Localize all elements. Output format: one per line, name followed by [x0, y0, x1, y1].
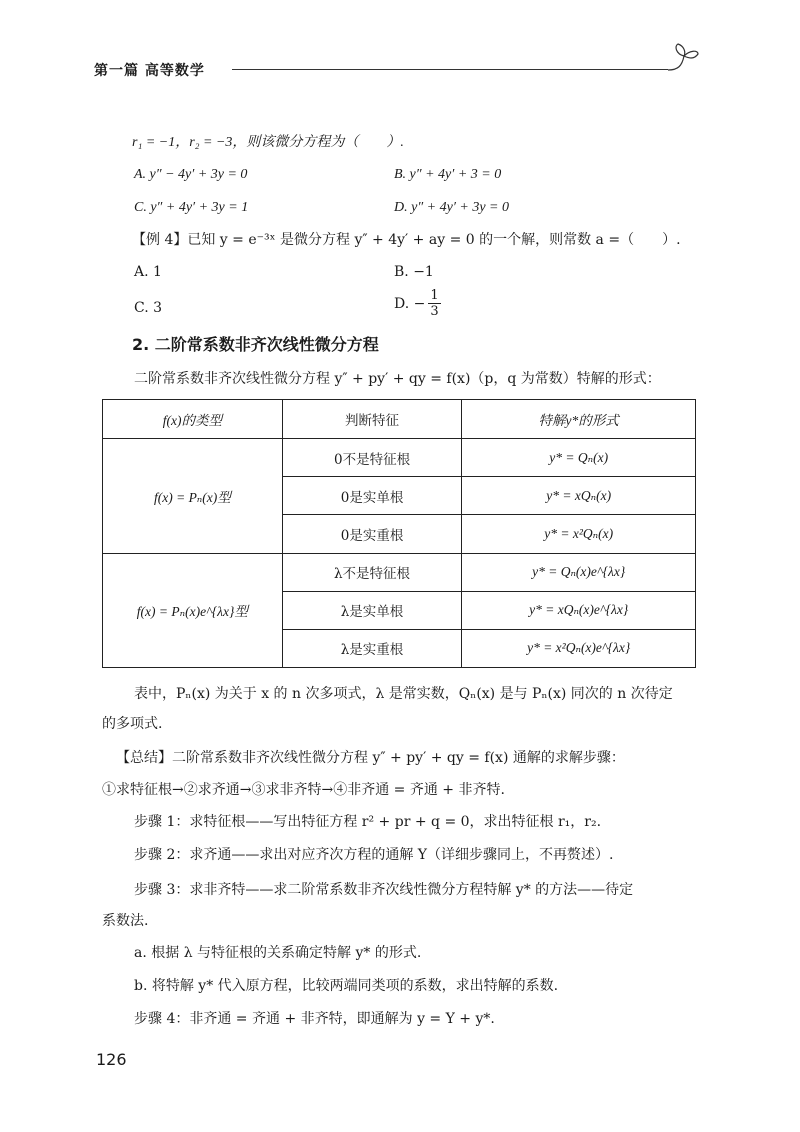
section-lead: 二阶常系数非齐次线性微分方程 y″ + py′ + qy = f(x)（p，q 为常数）特解的形式： [134, 371, 661, 387]
denominator: 3 [430, 304, 439, 319]
feature-cell: λ是实单根 [282, 591, 462, 629]
table-header: 特解y*的形式 [462, 400, 696, 439]
table-header-row [103, 400, 696, 439]
table-note-cont: 的多项式. [102, 716, 163, 732]
table-row [103, 439, 696, 477]
option-d: D. y″ + 4y′ + 3y = 0 [394, 200, 509, 215]
option-a: A. y″ − 4y′ + 3y = 0 [134, 167, 248, 182]
option-b: B. y″ + 4y′ + 3 = 0 [394, 167, 502, 182]
step-3b: b. 将特解 y* 代入原方程，比较两端同类项的系数，求出特解的系数. [134, 978, 559, 994]
type-cell: f(x) = Pₙ(x)e^{λx}型 [103, 553, 283, 667]
feature-cell: λ不是特征根 [282, 553, 462, 591]
example-4: 【例 4】已知 y = e⁻³ˣ 是微分方程 y″ + 4y′ + ay = 0 的一个解，则常数 a =（ ）. [132, 232, 681, 248]
solution-form-table [102, 399, 696, 668]
form-cell: y* = x²Qₙ(x) [462, 515, 696, 553]
page-number: 126 [96, 1050, 127, 1069]
chapter-header: 第一篇 高等数学 [94, 63, 205, 79]
type-cell: f(x) = Pₙ(x)型 [103, 439, 283, 553]
form-cell: y* = xQₙ(x) [462, 477, 696, 515]
feature-cell: 0不是特征根 [282, 439, 462, 477]
ex4-option-d-prefix: D. − [394, 295, 426, 312]
ex4-option-a: A. 1 [134, 264, 162, 280]
form-cell: y* = Qₙ(x)e^{λx} [462, 553, 696, 591]
form-cell: y* = xQₙ(x)e^{λx} [462, 591, 696, 629]
table-header: 判断特征 [282, 400, 462, 439]
ex4-option-c: C. 3 [134, 300, 163, 316]
section-title: 2. 二阶常系数非齐次线性微分方程 [132, 335, 379, 354]
table-note: 表中，Pₙ(x) 为关于 x 的 n 次多项式，λ 是常实数，Qₙ(x) 是与 Pₙ(x) 同次的 n 次待定 [134, 686, 673, 702]
step-3a: a. 根据 λ 与特征根的关系确定特解 y* 的形式. [134, 945, 422, 961]
sprout-icon [664, 40, 704, 76]
summary: 【总结】二阶常系数非齐次线性微分方程 y″ + py′ + qy = f(x) 通解的求解步骤： [116, 750, 625, 766]
form-cell: y* = x²Qₙ(x)e^{λx} [462, 629, 696, 667]
summary-flow: ①求特征根→②求齐通→③求非齐特→④非齐通 = 齐通 + 非齐特. [102, 782, 505, 798]
option-c: C. y″ + 4y′ + 3y = 1 [134, 200, 249, 215]
step-4: 步骤 4：非齐通 = 齐通 + 非齐特，即通解为 y = Y + y*. [134, 1011, 495, 1027]
feature-cell: 0是实单根 [282, 477, 462, 515]
feature-cell: 0是实重根 [282, 515, 462, 553]
step-3: 步骤 3：求非齐特——求二阶常系数非齐次线性微分方程特解 y* 的方法——待定 [134, 882, 634, 898]
step-3-cont: 系数法. [102, 913, 149, 929]
form-cell: y* = Qₙ(x) [462, 439, 696, 477]
header-rule [232, 69, 668, 70]
step-2: 步骤 2：求齐通——求出对应齐次方程的通解 Y（详细步骤同上，不再赘述）. [134, 847, 614, 863]
table-header: f(x)的类型 [103, 400, 283, 439]
ex4-option-b: B. −1 [394, 264, 434, 280]
ex4-option-d [394, 288, 441, 319]
question-intro: r₁ = −1，r₂ = −3，则该微分方程为（ ）. [132, 135, 404, 150]
step-1: 步骤 1：求特征根——写出特征方程 r² + pr + q = 0，求出特征根 r₁，r₂. [134, 814, 602, 830]
fraction [428, 288, 440, 319]
numerator: 1 [430, 288, 439, 303]
feature-cell: λ是实重根 [282, 629, 462, 667]
table-row [103, 553, 696, 591]
